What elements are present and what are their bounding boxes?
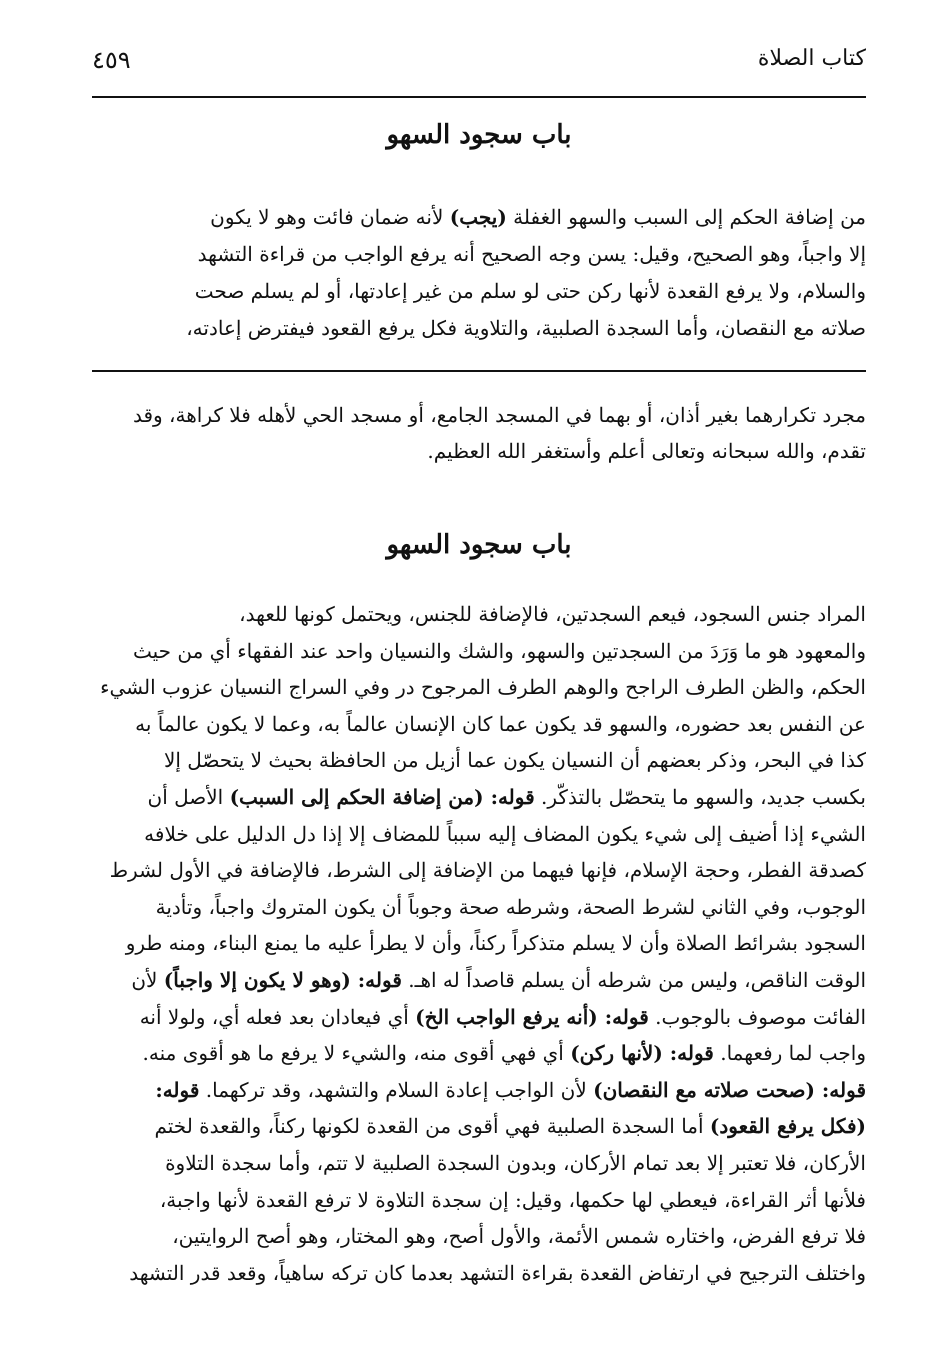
commentary-line: عن النفس بعد حضوره، والسهو قد يكون عما كان الإنسان عالماً به، وعما لا يكون عالماً به (135, 711, 866, 736)
footnote-line: تقدم، والله سبحانه وتعالى أعلم وأستغفر الله العظيم. (427, 439, 866, 463)
commentary-heading: باب سجود السهو (386, 530, 572, 560)
running-title: كتاب الصلاة (757, 46, 866, 71)
running-head (92, 46, 866, 86)
main-line: صلاته مع النقصان، وأما السجدة الصلبية، والتلاوية فكل يرفع القعود فيفترض إعادته، (186, 316, 866, 340)
main-text (92, 199, 866, 347)
footnote-rule (92, 370, 866, 372)
commentary-line: الحكم، والظن الطرف الراجح والوهم الطرف المرجوح در وفي السراج النسيان عزوب الشيء (100, 675, 866, 700)
commentary-line: كذا في البحر، وذكر بعضهم أن النسيان يكون عما أزيل من الحافظة بحيث لا يتحصّل إلا (163, 748, 866, 773)
commentary-line: الوجوب، وفي الثاني لشرط الصحة، وشرطه صحة وجوباً أن يكون المتروك واجباً، وتأدية (155, 894, 866, 919)
commentary-line: بكسب جديد، والسهو ما يتحصّل بالتذكّر. قوله: (من إضافة الحكم إلى السبب) الأصل أن (147, 784, 866, 809)
commentary-line: المراد جنس السجود، فيعم السجدتين، فالإضافة للجنس، ويحتمل كونها للعهد، (239, 602, 866, 626)
commentary-line: فلأنها أثر القراءة، فيعطي لها حكمها، وقيل: إن سجدة التلاوة لا ترفع القعدة لأنها واجبة، (159, 1187, 866, 1212)
commentary-line: الشيء إذا أضيف إلى شيء يكون المضاف إليه سبباً للمضاف إلا إذا دل الدليل على خلافه (144, 821, 866, 846)
commentary-line: الأركان، فلا تعتبر إلا بعد تمام الأركان، وبدون السجدة الصلبية لا تتم، وأما سجدة التلاوة (165, 1150, 866, 1175)
commentary-line: (فكل يرفع القعود) أما السجدة الصلبية فهي أقوى من القعدة لكونها ركناً، والقعدة لختم (154, 1114, 866, 1139)
page-number: ٤٥٩ (92, 46, 131, 74)
commentary-line: الفائت موصوف بالوجوب. قوله: (أنه يرفع الواجب الخ) أي فيعادان بعد فعله أي، ولولا أنه (139, 1004, 866, 1029)
commentary-line: واختلف الترجيح في ارتفاض القعدة بقراءة التشهد بعدما كان تركه ساهياً، وقعد قدر التشهد (129, 1260, 866, 1285)
commentary-text (92, 596, 866, 1291)
footnote-text (92, 397, 866, 469)
main-heading: باب سجود السهو (386, 120, 572, 150)
commentary-line: فلا ترفع الفرض، واختاره شمس الأئمة، والأول أصح، وهو المختار، وهو أصح الروايتين، (172, 1224, 866, 1249)
commentary-line: واجب لما رفعهما. قوله: (لأنها ركن) أي فهي أقوى منه، والشيء لا يرفع ما هو أقوى منه. (142, 1041, 866, 1066)
commentary-line: والمعهود هو ما وَرَدَ من السجدتين والسهو، والشك والنسيان واحد عند الفقهاء أي من حيث (132, 638, 866, 663)
main-line: إلا واجباً، وهو الصحيح، وقيل: يسن وجه الصحيح أنه يرفع الواجب من قراءة التشهد (197, 242, 866, 266)
header-rule (92, 96, 866, 98)
commentary-line: قوله: (صحت صلاته مع النقصان) لأن الواجب إعادة السلام والتشهد، وقد تركهما. قوله: (155, 1077, 866, 1102)
main-line: والسلام، ولا يرفع القعدة لأنها ركن حتى لو سلم من غير إعادتها، أو لم يسلم صحت (194, 279, 866, 303)
footnote-line: مجرد تكرارهما بغير أذان، أو بهما في المسجد الجامع، أو مسجد الحي لأهله فلا كراهة، وقد (132, 403, 866, 427)
commentary-line: كصدقة الفطر، وحجة الإسلام، فإنها فيهما من الإضافة إلى الشرط، فالإضافة في الأول لشرط (109, 858, 866, 883)
commentary-line: الوقت الناقص، وليس من شرطه أن يسلم قاصداً له اهـ. قوله: (وهو لا يكون إلا واجباً) لأن (131, 967, 866, 992)
main-line: من إضافة الحكم إلى السبب والسهو الغفلة (يجب) لأنه ضمان فائت وهو لا يكون (210, 205, 866, 229)
commentary-line: السجود بشرائط الصلاة وأن لا يسلم متذكراً ركناً، وأن لا يطرأ عليه ما يمنع البناء، ومنه طرو (125, 931, 866, 956)
